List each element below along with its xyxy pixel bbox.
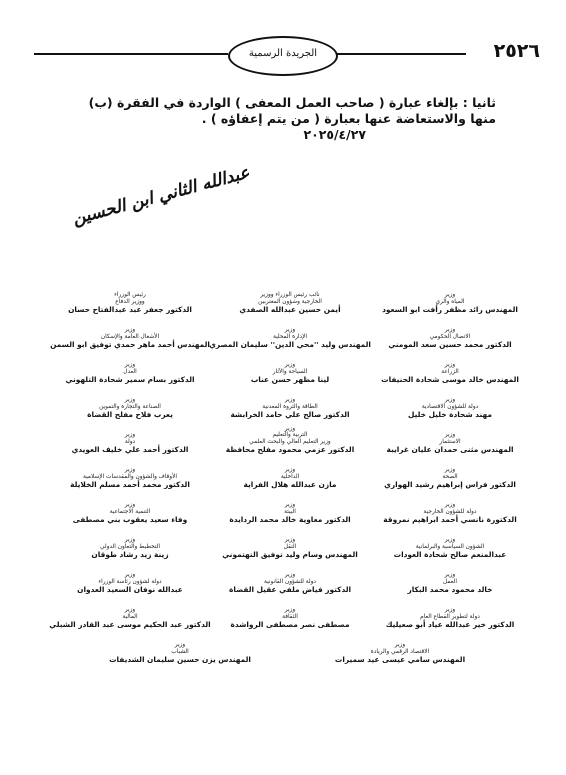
- minister-name: المهندس وسام وليد توفيق التهتموني: [222, 550, 358, 559]
- header-rule-left: [34, 53, 228, 55]
- minister-entry: [100, 630, 260, 665]
- minister-title: وزير الاقتصاد الرقمي والريادة: [370, 642, 430, 655]
- minister-entry: [370, 490, 530, 525]
- minister-title: وزير الشؤون السياسية والبرلمانية: [415, 537, 485, 550]
- minister-title: وزير التنمية الاجتماعية: [109, 502, 151, 515]
- minister-entry: [210, 315, 370, 350]
- minister-title: وزير البيئة: [284, 502, 296, 515]
- minister-entry: [210, 490, 370, 525]
- minister-title: وزير الصحة: [442, 467, 458, 480]
- minister-title: وزير السياحة والآثار: [272, 362, 308, 375]
- minister-name: خالد محمود محمد البكار: [407, 585, 493, 594]
- minister-title: وزير دولة للشؤون الخارجية: [423, 502, 477, 515]
- minister-entry: [370, 385, 530, 420]
- minister-entry: [50, 525, 210, 560]
- minister-entry: [210, 350, 370, 385]
- minister-title: وزير التخطيط والتعاون الدولي: [100, 537, 160, 550]
- page-number: ٢٥٢٦: [493, 40, 540, 62]
- minister-entry: [50, 385, 210, 420]
- minister-name: مازن عبدالله هلال الفراية: [243, 480, 337, 489]
- decree-date: ٢٠٢٥/٤/٢٧: [303, 127, 366, 142]
- ministers-signature-grid: [50, 280, 530, 665]
- minister-name: الدكتور بسام سمير شحادة التلهوني: [65, 375, 195, 384]
- amendment-text: [56, 95, 496, 143]
- minister-name: مصطفى نصر مصطفى الرواشدة: [230, 620, 350, 629]
- gazette-title-oval: [228, 36, 338, 76]
- minister-entry: [210, 595, 370, 630]
- minister-entry: [320, 630, 480, 665]
- minister-name: الدكتور خير عبدالله عياد أبو صعيليك: [385, 620, 515, 629]
- minister-title: نائب رئيس الوزراء ووزير الخارجية وشؤون المغتربين: [258, 292, 322, 305]
- minister-entry: [210, 455, 370, 490]
- minister-entry: [370, 315, 530, 350]
- minister-title: وزير الشباب: [171, 642, 189, 655]
- minister-title: وزير المياه والري: [435, 292, 465, 305]
- minister-name: عبدالمنعم صالح شحادة العودات: [393, 550, 507, 559]
- minister-entry: [370, 595, 530, 630]
- minister-entry: [370, 350, 530, 385]
- minister-entry: [210, 560, 370, 595]
- minister-title: وزير الطاقة والثروة المعدنية: [262, 397, 318, 410]
- royal-signature-text: عبدالله الثاني ابن الحسين: [70, 162, 252, 230]
- minister-title: وزير الأشغال العامة والإسكان: [100, 327, 160, 340]
- minister-title: رئيس الوزراء ووزير الدفاع: [114, 292, 146, 305]
- minister-entry: [50, 420, 210, 455]
- minister-title: وزير النقل: [283, 537, 297, 550]
- royal-signature: [70, 162, 260, 230]
- minister-title: وزير الأوقاف والشؤون والمقدسات الإسلامية: [83, 467, 177, 480]
- minister-title: وزير الاستثمار: [439, 432, 461, 445]
- minister-name: زينة زيد رشاد طوقان: [91, 550, 169, 559]
- minister-entry: [370, 420, 530, 455]
- minister-name: المهندس رائد مظفر رأفت ابو السعود: [382, 305, 518, 314]
- minister-name: المهندس خالد موسى شحادة الحنيفات: [381, 375, 519, 384]
- minister-entry: [50, 350, 210, 385]
- minister-entry: [370, 525, 530, 560]
- minister-entry: [370, 455, 530, 490]
- minister-entry: [50, 560, 210, 595]
- minister-name: الدكتورة نانسي أحمد ابراهيم نمروقة: [383, 515, 517, 524]
- minister-name: الدكتور عزمي محمود مفلح محافظة: [225, 445, 355, 454]
- minister-title: وزير الداخلية: [280, 467, 300, 480]
- minister-name: الدكتور عبد الحكيم موسى عبد القادر الشبلي: [49, 620, 211, 629]
- minister-title: وزير دولة لشؤون رئاسة الوزراء: [98, 572, 162, 585]
- minister-name: المهندس وليد ''محي الدين'' سليمان المصري: [209, 340, 371, 349]
- minister-name: وفاء سعيد يعقوب بني مصطفى: [72, 515, 188, 524]
- minister-name: الدكتور جعفر عبد عبدالفتاح حسان: [68, 305, 192, 314]
- minister-name: أيمن حسين عبدالله الصفدي: [239, 305, 341, 314]
- page-header: [0, 0, 566, 80]
- amendment-line-1: ثانيا : بإلغاء عبارة ( صاحب العمل المعفى ) الواردة في الفقرة (ب): [88, 95, 496, 110]
- amendment-line-2: منها والاستعاضة عنها بعبارة ( من يتم إعفاؤه ) .: [201, 111, 496, 126]
- minister-entry: [50, 595, 210, 630]
- minister-entry: [370, 280, 530, 315]
- minister-name: الدكتور معاوية خالد محمد الردايدة: [229, 515, 351, 524]
- header-rule-right: [334, 53, 466, 55]
- minister-entry: [50, 490, 210, 525]
- minister-title: وزير الصناعة والتجارة والتموين: [99, 397, 161, 410]
- minister-entry: [210, 525, 370, 560]
- minister-title: وزير التربية والتعليم وزير التعليم العالي والبحث العلمي: [249, 425, 331, 445]
- minister-name: لينا مظهر حسن عناب: [250, 375, 330, 384]
- minister-name: الدكتور محمد حسين سعد المومني: [388, 340, 512, 349]
- minister-title: وزير العدل: [123, 362, 137, 375]
- minister-name: الدكتور فياض ملفي عقيل القضاة: [228, 585, 352, 594]
- minister-name: عبدالله نوفان السعيد العدوان: [77, 585, 183, 594]
- minister-name: يعرب فلاح مفلح القضاة: [87, 410, 173, 419]
- gazette-title: الجريدة الرسمية: [248, 47, 318, 59]
- minister-title: وزير المالية: [122, 607, 138, 620]
- minister-name: المهندس مثنى حمدان عليان غرايبة: [386, 445, 514, 454]
- minister-entry: [210, 385, 370, 420]
- minister-title: وزير دولة: [124, 432, 136, 445]
- minister-entry: [50, 315, 210, 350]
- minister-name: الدكتور أحمد علي خليف العويدي: [71, 445, 189, 454]
- minister-title: وزير الزراعة: [441, 362, 459, 375]
- minister-name: مهند شحادة خليل خليل: [408, 410, 492, 419]
- minister-entry: [50, 455, 210, 490]
- minister-title: وزير الثقافة: [282, 607, 298, 620]
- minister-title: وزير دولة لتطوير القطاع العام: [420, 607, 480, 620]
- minister-name: الدكتور صالح علي حامد الخرابشة: [230, 410, 350, 419]
- minister-entry: [50, 280, 210, 315]
- minister-title: وزير الاتصال الحكومي: [429, 327, 471, 340]
- minister-name: المهندس أحمد ماهر حمدي توفيق ابو السمن: [50, 340, 210, 349]
- minister-title: وزير العمل: [443, 572, 457, 585]
- minister-entry: [210, 420, 370, 455]
- minister-title: وزير دولة للشؤون القانونية: [264, 572, 317, 585]
- minister-title: وزير دولة للشؤون الاقتصادية: [421, 397, 479, 410]
- minister-name: المهندس يزن حسين سليمان الشديفات: [109, 655, 251, 664]
- minister-entry: [210, 280, 370, 315]
- minister-name: الدكتور محمد أحمد مسلم الخلايلة: [70, 480, 190, 489]
- minister-title: وزير الإدارة المحلية: [272, 327, 308, 340]
- minister-name: الدكتور فراس إبراهيم رشيد الهواري: [384, 480, 516, 489]
- minister-name: المهندس سامي عيسى عيد سميرات: [334, 655, 466, 664]
- minister-entry: [370, 560, 530, 595]
